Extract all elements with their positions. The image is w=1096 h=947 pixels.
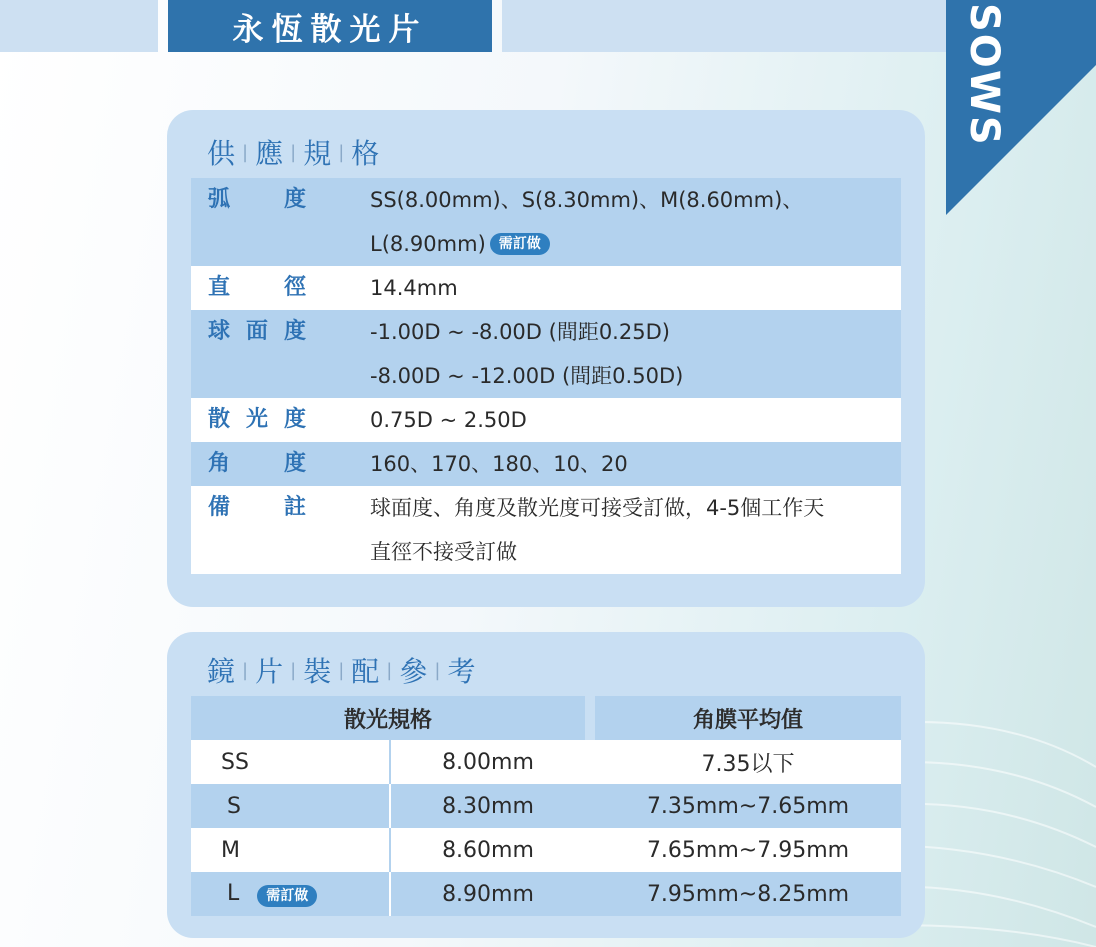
supply-spec-table [191, 178, 901, 574]
spec-row-base-curve: 弧 度 SS(8.00mm)、S(8.30mm)、M(8.60mm)、 L(8.90mm) 需訂做 [191, 178, 901, 266]
table-row: M 8.60mm 7.65mm~7.95mm [191, 828, 901, 872]
table-row: L 需訂做 8.90mm 7.95mm~8.25mm [191, 872, 901, 916]
fitting-ref-panel [167, 632, 925, 938]
fitting-ref-table [191, 696, 901, 916]
spec-row-sphere: 球 面 度 -1.00D ~ -8.00D (間距0.25D) -8.00D ~ -12.00D (間距0.50D) [191, 310, 901, 398]
header-band-right [502, 0, 946, 52]
spec-row-cylinder: 散 光 度 0.75D ~ 2.50D [191, 398, 901, 442]
supply-spec-panel [167, 110, 925, 607]
col-header-cornea-avg: 角膜平均值 [595, 696, 901, 740]
page-title: 永恆散光片 [168, 0, 492, 52]
brand-label: SOWS [961, 3, 1007, 147]
fitting-ref-heading: 鏡 | 片 | 裝 | 配 | 參 | 考 [207, 655, 477, 688]
table-row: S 8.30mm 7.35mm~7.65mm [191, 784, 901, 828]
spec-row-diameter: 直 徑 14.4mm [191, 266, 901, 310]
made-to-order-badge: 需訂做 [490, 233, 550, 255]
supply-spec-heading: 供 | 應 | 規 | 格 [207, 137, 381, 170]
spec-row-remarks: 備 註 球面度、角度及散光度可接受訂做，4-5個工作天 直徑不接受訂做 [191, 486, 901, 574]
made-to-order-badge: 需訂做 [257, 885, 317, 907]
header-band-left [0, 0, 158, 52]
fitting-header-row [191, 696, 901, 740]
table-row: SS 8.00mm 7.35以下 [191, 740, 901, 784]
col-header-astig-spec: 散光規格 [191, 696, 585, 740]
spec-row-axis: 角 度 160、170、180、10、20 [191, 442, 901, 486]
